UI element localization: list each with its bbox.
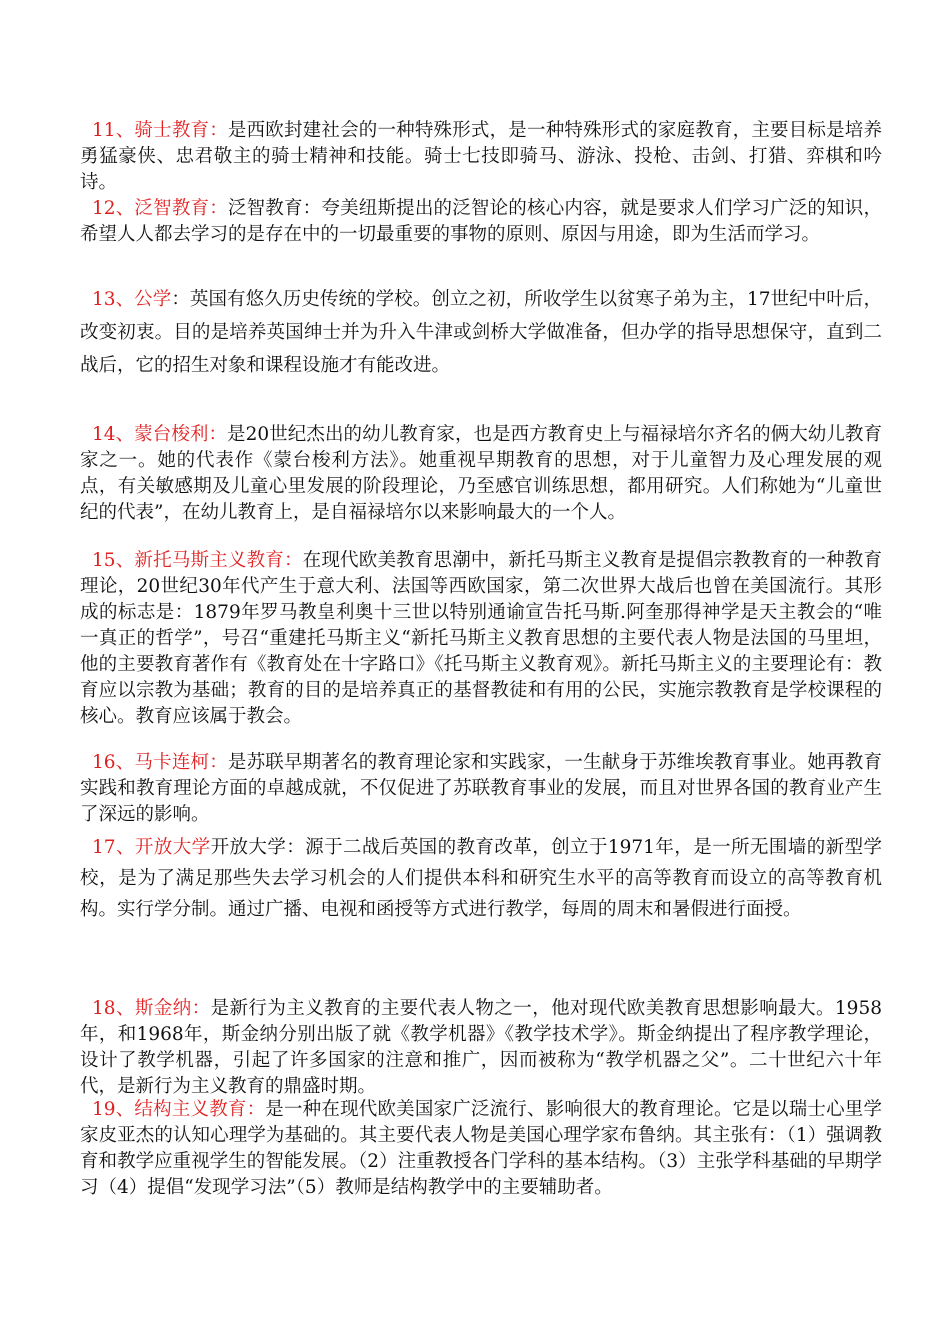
term-label: 16、马卡连柯：	[92, 752, 228, 773]
entry-15-neo-thomism	[80, 548, 882, 730]
entry-13-public-school	[80, 283, 882, 382]
entry-17-open-university	[80, 832, 882, 925]
entry-text: 开放大学：源于二战后英国的教育改革，创立于1971年，是一所无围墙的新型学校，是为了满足那些失去学习机会的人们提供本科和研究生水平的高等教育而设立的高等教育机构。实行学分制。通过广播、电视和函授等方式进行教学，每周的周末和暑假进行面授。	[80, 837, 882, 920]
entry-text: 是苏联早期著名的教育理论家和实践家，一生献身于苏维埃教育事业。她再教育实践和教育理论方面的卓越成就，不仅促进了苏联教育事业的发展，而且对世界各国的教育业产生了深远的影响。	[80, 752, 882, 825]
entry-text: 泛智教育：夸美纽斯提出的泛智论的核心内容，就是要求人们学习广泛的知识，希望人人都去学习的是存在中的一切最重要的事物的原则、原因与用途，即为生活而学习。	[80, 198, 882, 245]
entry-14-montessori	[80, 422, 882, 526]
term-label: 17、开放大学	[92, 837, 211, 858]
term-label: 14、蒙台梭利：	[92, 424, 228, 445]
entry-text: 是西欧封建社会的一种特殊形式，是一种特殊形式的家庭教育，主要目标是培养勇猛豪侠、忠君敬主的骑士精神和技能。骑士七技即骑马、游泳、投枪、击剑、打猎、弈棋和吟诗。	[80, 120, 882, 193]
term-label: 12、泛智教育：	[92, 198, 228, 219]
term-label: 15、新托马斯主义教育：	[92, 550, 303, 571]
entry-18-skinner	[80, 996, 882, 1100]
term-label: 11、骑士教育：	[92, 120, 228, 141]
entry-text: 是20世纪杰出的幼儿教育家，也是西方教育史上与福禄培尔齐名的俩大幼儿教育家之一。她的代表作《蒙台梭利方法》。她重视早期教育的思想，对于儿童智力及心理发展的观点，有关敏感期及儿童心里发展的阶段理论，乃至感官训练思想，都用研究。人们称她为“儿童世纪的代表”，在幼儿教育上，是自福禄培尔以来影响最大的一个人。	[80, 424, 883, 523]
term-label: 13、公学	[92, 289, 172, 310]
entry-11-knight-education	[80, 118, 882, 196]
entry-text: 是一种在现代欧美国家广泛流行、影响很大的教育理论。它是以瑞士心里学家皮亚杰的认知心理学为基础的。其主要代表人物是美国心理学家布鲁纳。其主张有：（1）强调教育和教学应重视学生的智能发展。（2）注重教授各门学科的基本结构。（3）主张学科基础的早期学习（4）提倡“发现学习法”（5）教师是结构教学中的主要辅助者。	[80, 1099, 882, 1198]
entry-text: ：英国有悠久历史传统的学校。创立之初，所收学生以贫寒子弟为主，17世纪中叶后，改变初衷。目的是培养英国绅士并为升入牛津或剑桥大学做准备，但办学的指导思想保守，直到二战后，它的招生对象和课程设施才有能改进。	[80, 289, 882, 376]
entry-16-makarenko	[80, 750, 882, 828]
entry-text: 在现代欧美教育思潮中，新托马斯主义教育是提倡宗教教育的一种教育理论，20世纪30年代产生于意大利、法国等西欧国家，第二次世界大战后也曾在美国流行。其形成的标志是：1879年罗马教皇利奥十三世以特别通谕宣告托马斯.阿奎那得神学是天主教会的“唯一真正的哲学”，号召“重建托马斯主义“新托马斯主义教育思想的主要代表人物是法国的马里坦，他的主要教育著作有《教育处在十字路口》《托马斯主义教育观》。新托马斯主义的主要理论有：教育应以宗教为基础；教育的目的是培养真正的基督教徒和有用的公民，实施宗教教育是学校课程的核心。教育应该属于教会。	[80, 550, 882, 727]
term-label: 18、斯金纳：	[92, 998, 211, 1019]
entry-12-pansophic-education	[80, 196, 882, 248]
term-label: 19、结构主义教育：	[92, 1099, 266, 1120]
entry-19-structuralism-education	[80, 1097, 882, 1201]
entry-text: 是新行为主义教育的主要代表人物之一，他对现代欧美教育思想影响最大。1958年，和1968年，斯金纳分别出版了就《教学机器》《教学技术学》。斯金纳提出了程序教学理论，设计了教学机器，引起了许多国家的注意和推广，因而被称为“教学机器之父”。二十世纪六十年代，是新行为主义教育的鼎盛时期。	[80, 998, 882, 1097]
